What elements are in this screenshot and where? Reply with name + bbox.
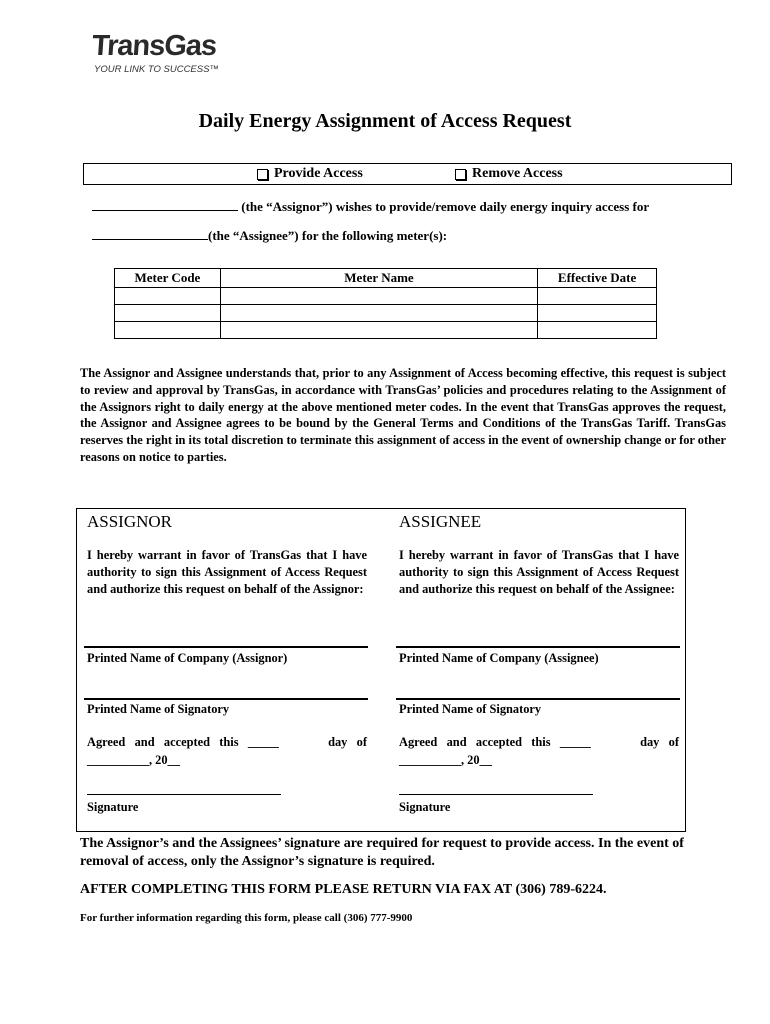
assignor-statement [92, 198, 649, 215]
assignee-company-line[interactable] [396, 646, 680, 648]
fax-instruction: AFTER COMPLETING THIS FORM PLEASE RETURN VIA FAX AT (306) 789-6224. [80, 882, 607, 897]
assignor-company-label: Printed Name of Company (Assignor) [87, 651, 288, 665]
effective-date-cell[interactable] [538, 288, 657, 305]
meter-name-header: Meter Name [220, 269, 537, 288]
meter-table-header [115, 269, 657, 288]
remove-access-label: Remove Access [472, 166, 563, 181]
meter-code-cell[interactable] [115, 288, 221, 305]
assignee-agreed-day: day of [640, 735, 679, 749]
remove-access-option[interactable] [455, 166, 563, 182]
assignee-blank[interactable] [92, 227, 208, 240]
assignee-agreed-text: Agreed and accepted this _____ [399, 735, 591, 749]
logo-tagline: YOUR LINK TO SUCCESS™ [94, 64, 219, 75]
transgas-logo [92, 30, 272, 82]
assignor-agreed-day: day of [328, 735, 367, 749]
assignor-company-line[interactable] [84, 646, 368, 648]
assignor-signature-line[interactable] [87, 794, 281, 795]
meter-table [114, 268, 657, 339]
provide-access-checkbox[interactable] [257, 169, 268, 180]
assignee-agreed-date: __________, 20__ [399, 753, 492, 767]
assignee-warrant: I hereby warrant in favor of TransGas that I have authority to sign this Assignment of Access Request and authorize this request on behalf of the Assignee: [399, 548, 679, 596]
signature-box [76, 508, 686, 832]
table-row [115, 322, 657, 339]
assignor-agreed [87, 733, 367, 769]
form-title: Daily Energy Assignment of Access Request [198, 110, 572, 132]
remove-access-checkbox[interactable] [455, 169, 466, 180]
meter-name-cell[interactable] [220, 305, 537, 322]
assignee-statement [92, 227, 447, 244]
provide-access-option[interactable] [257, 166, 363, 182]
assignee-statement-text: (the “Assignee”) for the following meter(s): [208, 228, 448, 243]
assignor-statement-text: (the “Assignor”) wishes to provide/remove daily energy inquiry access for [241, 199, 650, 214]
assignee-signature-line[interactable] [399, 794, 593, 795]
effective-date-cell[interactable] [538, 322, 657, 339]
table-row [115, 288, 657, 305]
provide-access-label: Provide Access [274, 166, 363, 181]
assignee-signatory-label: Printed Name of Signatory [399, 702, 542, 716]
logo-wordmark: TransGas [90, 30, 218, 62]
assignor-agreed-date: __________, 20__ [87, 753, 180, 767]
assignee-signatory-line[interactable] [396, 698, 680, 700]
assignor-agreed-text: Agreed and accepted this _____ [87, 735, 279, 749]
assignor-signatory-label: Printed Name of Signatory [87, 702, 230, 716]
meter-code-cell[interactable] [115, 305, 221, 322]
effective-date-cell[interactable] [538, 305, 657, 322]
assignee-company-label: Printed Name of Company (Assignee) [399, 651, 599, 665]
assignor-warrant: I hereby warrant in favor of TransGas that I have authority to sign this Assignment of Access Request and authorize this request on behalf of the Assignor: [87, 548, 367, 596]
contact-info: For further information regarding this form, please call (306) 777-9900 [80, 912, 413, 924]
assignor-signature-label: Signature [87, 800, 139, 814]
assignee-agreed [399, 733, 679, 769]
terms-paragraph: The Assignor and Assignee understands that, prior to any Assignment of Access becoming effective, this request is subject to review and approval by TransGas, in accordance with TransGas’ policies and procedures relating to the Assignment of the Assignors right to daily energy at the above mentioned meter codes. In the event that TransGas approves the request, the Assignor and Assignee agrees to be bound by the General Terms and Conditions of the TransGas Tariff. TransGas reserves the right in its total discretion to terminate this assignment of access in the event of ownership change or for other reasons on notice to parties. [80, 366, 726, 464]
effective-date-header: Effective Date [538, 269, 657, 288]
assignor-blank[interactable] [92, 198, 238, 211]
meter-name-cell[interactable] [220, 322, 537, 339]
meter-code-cell[interactable] [115, 322, 221, 339]
assignor-heading: ASSIGNOR [87, 512, 173, 531]
meter-name-cell[interactable] [220, 288, 537, 305]
assignor-signatory-line[interactable] [84, 698, 368, 700]
access-type-box [83, 163, 732, 185]
signature-requirement-note: The Assignor’s and the Assignees’ signature are required for request to provide access. In the event of removal of access, only the Assignor’s signature is required. [80, 836, 684, 869]
assignee-signature-label: Signature [399, 800, 451, 814]
meter-code-header: Meter Code [115, 269, 221, 288]
table-row [115, 305, 657, 322]
assignee-heading: ASSIGNEE [399, 512, 482, 531]
